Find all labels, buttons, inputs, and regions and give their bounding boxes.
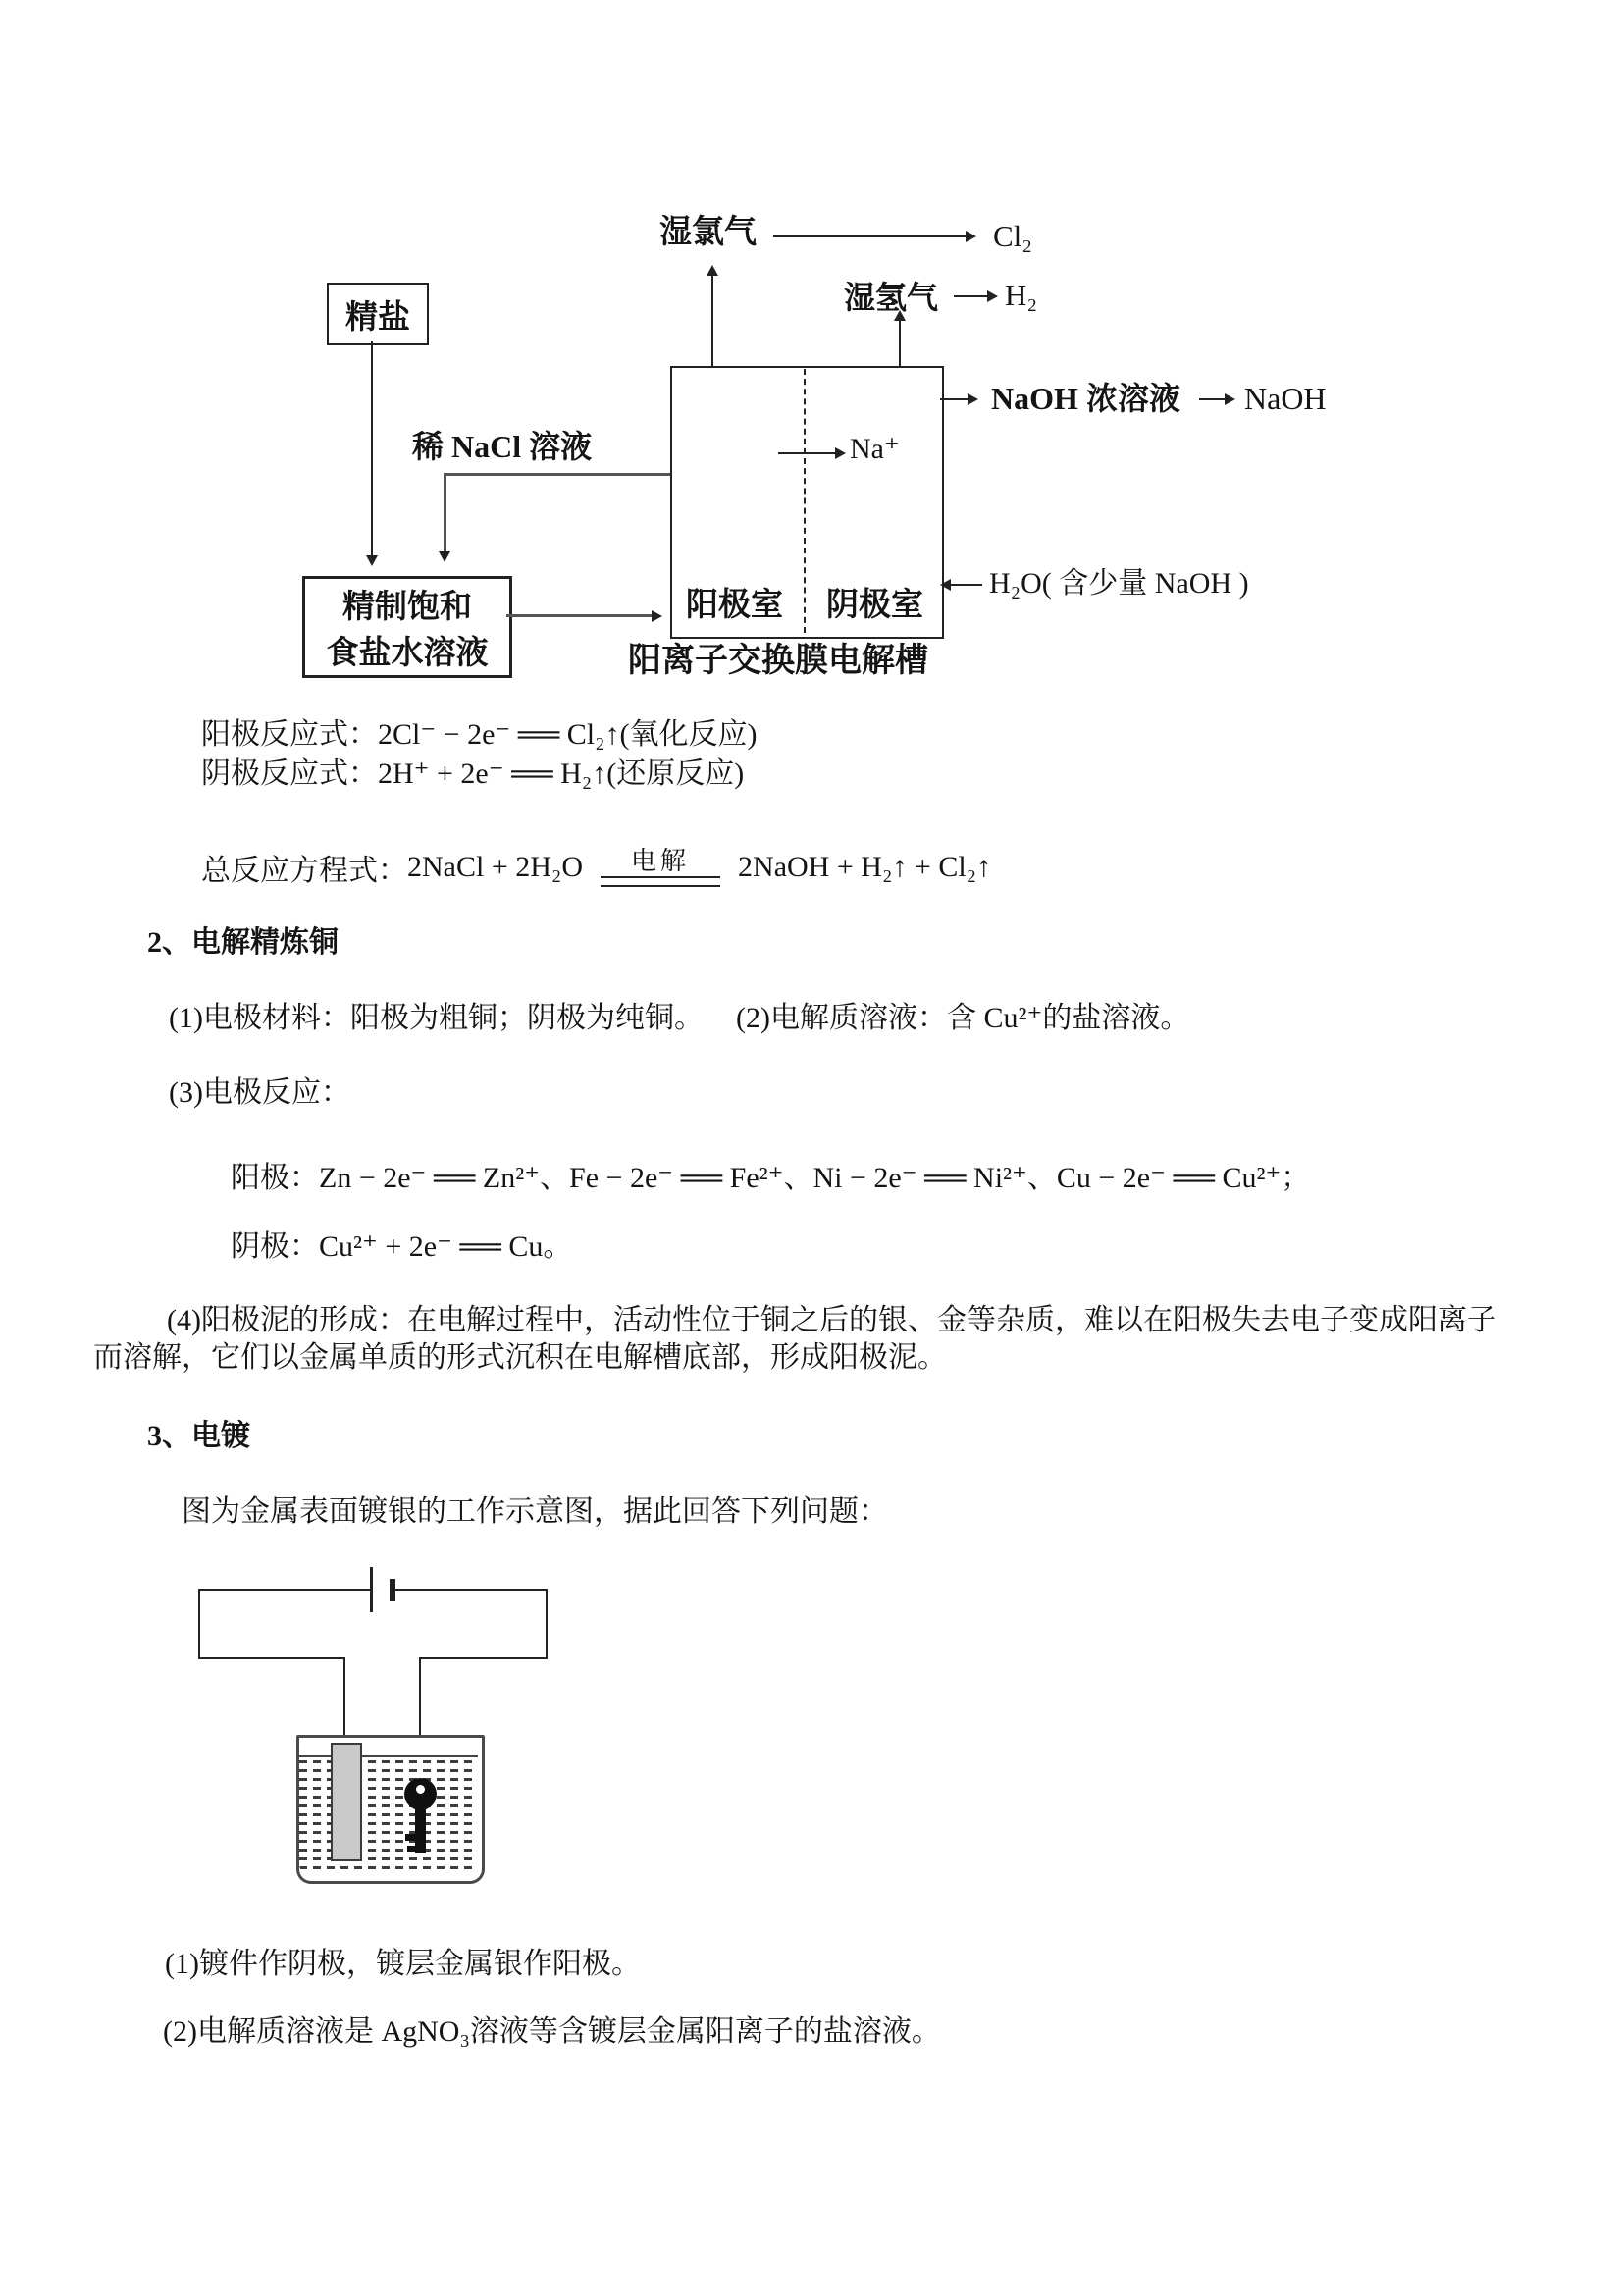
- anode-chamber-label: 阳极室: [686, 588, 783, 623]
- arrow-naoh-final: [1199, 398, 1227, 400]
- naoh-label: NaOH: [1244, 381, 1327, 416]
- arrowhead-up-icon: [894, 310, 906, 321]
- anode-mud-paragraph-line1: (4)阳极泥的形成：在电解过程中，活动性位于铜之后的银、金等杂质，难以在阳极失去电子变成阳离子: [167, 1304, 1496, 1336]
- key-shaft-icon: [415, 1808, 426, 1853]
- cathode-chamber-label: 阴极室: [826, 588, 923, 623]
- wire-left-vertical: [198, 1589, 200, 1659]
- wet-chlorine-label: 湿氯气: [659, 215, 757, 250]
- key-head-icon: [404, 1778, 437, 1810]
- section2-item2: (2)电解质溶液：含 Cu²⁺的盐溶液。: [736, 1002, 1190, 1034]
- h2-label: H₂: [1005, 278, 1038, 312]
- na-ion-label: Na⁺: [850, 433, 900, 465]
- wet-hydrogen-label: 湿氢气: [844, 280, 939, 315]
- total-equation: [201, 846, 991, 889]
- wire-to-electrode: [343, 1657, 345, 1746]
- wire-top-right: [394, 1589, 547, 1591]
- total-equation-label: 总反应方程式：: [201, 855, 407, 887]
- wire-mid-left: [198, 1657, 345, 1659]
- section2-item1: (1)电极材料：阳极为粗铜；阴极为纯铜。: [169, 1002, 704, 1034]
- wire-right-vertical: [546, 1589, 548, 1659]
- battery-long-plate-icon: [370, 1567, 373, 1612]
- anode-mud-paragraph-line2: 而溶解，它们以金属单质的形式沉积在电解槽底部，形成阳极泥。: [93, 1341, 947, 1374]
- arrow-weth2-to-h2: [954, 295, 989, 297]
- wire-mid-right: [420, 1657, 547, 1659]
- arrowhead-left-icon: [940, 579, 951, 591]
- refined-brine-box: [302, 576, 512, 678]
- electrolysis-condition: [601, 848, 720, 886]
- cell-caption: 阳离子交换膜电解槽: [628, 643, 928, 679]
- arrowhead-right-icon: [1225, 393, 1235, 405]
- total-equation-rhs: 2NaOH + H₂↑ + Cl₂↑: [738, 851, 992, 883]
- ion-exchange-membrane-dashed-line: [804, 369, 806, 633]
- arrowhead-right-icon: [835, 447, 846, 459]
- double-line-icon: [601, 876, 720, 887]
- total-equation-lhs: 2NaCl + 2H₂O: [407, 851, 584, 883]
- naoh-concentrated-label: NaOH 浓溶液: [991, 381, 1180, 416]
- battery-short-plate-icon: [390, 1579, 395, 1601]
- arrow-cl2-up: [711, 272, 713, 366]
- condition-text: 电解: [631, 847, 691, 876]
- arrowhead-down-icon: [366, 555, 378, 566]
- arrow-salt-down: [371, 341, 373, 559]
- section2-heading: 2、电解精炼铜: [147, 926, 339, 959]
- refined-salt-label: 精盐: [345, 299, 410, 336]
- recycle-line-vertical: [444, 473, 446, 555]
- anode-equation: 阳极反应式：2Cl⁻ − 2e⁻ ══ Cl₂↑(氧化反应): [201, 718, 758, 751]
- section3-item1: (1)镀件作阴极，镀层金属银作阳极。: [165, 1948, 641, 1980]
- arrowhead-right-icon: [652, 610, 662, 622]
- copper-cathode-reaction: 阴极：Cu²⁺ + 2e⁻ ══ Cu。: [231, 1230, 573, 1263]
- arrow-na-ion: [778, 452, 837, 454]
- arrowhead-down-icon: [439, 551, 450, 562]
- cl2-label: Cl₂: [993, 219, 1033, 253]
- arrow-naoh-out: [940, 398, 969, 400]
- cathode-equation: 阴极反应式：2H⁺ + 2e⁻ ══ H₂↑(还原反应): [201, 757, 745, 790]
- arrow-h2o-in: [951, 584, 982, 586]
- arrowhead-right-icon: [968, 393, 978, 405]
- wire-top-left: [198, 1589, 370, 1591]
- section3-heading: 3、电镀: [147, 1420, 250, 1452]
- arrow-wetcl2-to-cl2: [773, 235, 968, 237]
- h2o-input-label: H₂O( 含少量 NaOH ): [989, 567, 1249, 600]
- section3-item2: (2)电解质溶液是 AgNO₃溶液等含镀层金属阳离子的盐溶液。: [163, 2015, 941, 2048]
- refined-brine-label-line2: 食盐水溶液: [326, 636, 489, 671]
- key-tooth-icon: [407, 1846, 415, 1852]
- electrolyte-solution: [299, 1757, 476, 1875]
- arrow-brine-to-cell: [506, 614, 655, 617]
- key-hole-icon: [416, 1785, 425, 1794]
- recycle-line-horizontal: [445, 473, 670, 476]
- refined-brine-label-line1: 精制饱和: [342, 590, 472, 625]
- arrowhead-up-icon: [707, 265, 718, 276]
- key-tooth-icon: [405, 1834, 415, 1841]
- copper-anode-reactions: 阳极：Zn − 2e⁻ ══ Zn²⁺、Fe − 2e⁻ ══ Fe²⁺、Ni − 2e⁻ ══ Ni²⁺、Cu − 2e⁻ ══ Cu²⁺；: [231, 1162, 1311, 1194]
- arrow-h2-up: [899, 317, 901, 366]
- section2-item3: (3)电极反应：: [169, 1076, 350, 1109]
- silver-anode-electrode: [331, 1743, 362, 1861]
- arrowhead-right-icon: [987, 290, 998, 302]
- dilute-nacl-label: 稀 NaCl 溶液: [412, 429, 593, 464]
- arrowhead-right-icon: [966, 231, 976, 242]
- section3-intro: 图为金属表面镀银的工作示意图，据此回答下列问题：: [182, 1495, 888, 1528]
- refined-salt-box: [327, 283, 429, 345]
